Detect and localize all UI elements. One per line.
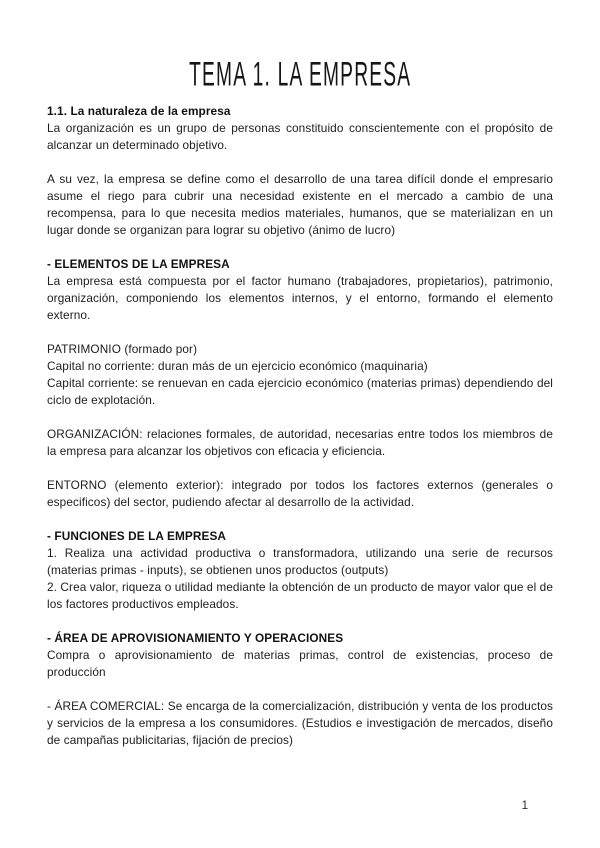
heading-elementos-empresa: - ELEMENTOS DE LA EMPRESA	[47, 257, 230, 271]
para-composicion-empresa: La empresa está compuesta por el factor humano (trabajadores, propietarios), patrimonio, organización, componiendo los elementos internos, y el entorno, formando el elemento externo.	[47, 274, 553, 322]
heading-area-aprovisionamiento: - ÁREA DE APROVISIONAMIENTO Y OPERACIONES	[47, 631, 344, 645]
document-title	[47, 56, 553, 92]
para-capital-corriente: Capital corriente: se renuevan en cada ejercicio económico (materias primas) dependiendo del ciclo de explotación.	[47, 376, 553, 407]
document-title-text: TEMA 1. LA EMPRESA	[188, 54, 412, 94]
para-funcion-2: 2. Crea valor, riqueza o utilidad mediante la obtención de un producto de mayor valor que el de los factores productivos empleados.	[47, 580, 553, 611]
para-entorno: ENTORNO (elemento exterior): integrado por todos los factores externos (generales o especificos) del sector, pudiendo afectar al desarrollo de la actividad.	[47, 478, 553, 509]
heading-funciones-empresa: - FUNCIONES DE LA EMPRESA	[47, 529, 227, 543]
line-patrimonio: PATRIMONIO (formado por)	[47, 342, 198, 356]
para-organizacion: ORGANIZACIÓN: relaciones formales, de autoridad, necesarias entre todos los miembros de la empresa para alcanzar los objetivos con eficacia y eficiencia.	[47, 427, 553, 458]
heading-naturaleza-empresa: 1.1. La naturaleza de la empresa	[47, 104, 231, 118]
para-area-comercial: - ÁREA COMERCIAL: Se encarga de la comercialización, distribución y venta de los productos y servicios de la empresa a los consumidores. (Estudios e investigación de mercados, diseño de campañas publicitarias, fijación de precios)	[47, 699, 553, 747]
page-number: 1	[521, 800, 528, 812]
para-definicion-empresa: A su vez, la empresa se define como el desarrollo de una tarea difícil donde el empresario asume el riego para cubrir una necesidad existente en el mercado a cambio de una recompensa, para lo que necesita medios materiales, humanos, que se materializan en un lugar donde se organizan para lograr su objetivo (ánimo de lucro)	[47, 172, 553, 237]
para-funcion-1: 1. Realiza una actividad productiva o transformadora, utilizando una serie de recursos (materias primas - inputs), se obtienen unos productos (outputs)	[47, 546, 553, 577]
line-capital-no-corriente: Capital no corriente: duran más de un ejercicio económico (maquinaria)	[47, 359, 428, 373]
para-aprovisionamiento: Compra o aprovisionamiento de materias primas, control de existencias, proceso de producción	[47, 648, 553, 679]
para-definicion-organizacion: La organización es un grupo de personas constituido conscientemente con el propósito de alcanzar un determinado objetivo.	[47, 121, 553, 152]
